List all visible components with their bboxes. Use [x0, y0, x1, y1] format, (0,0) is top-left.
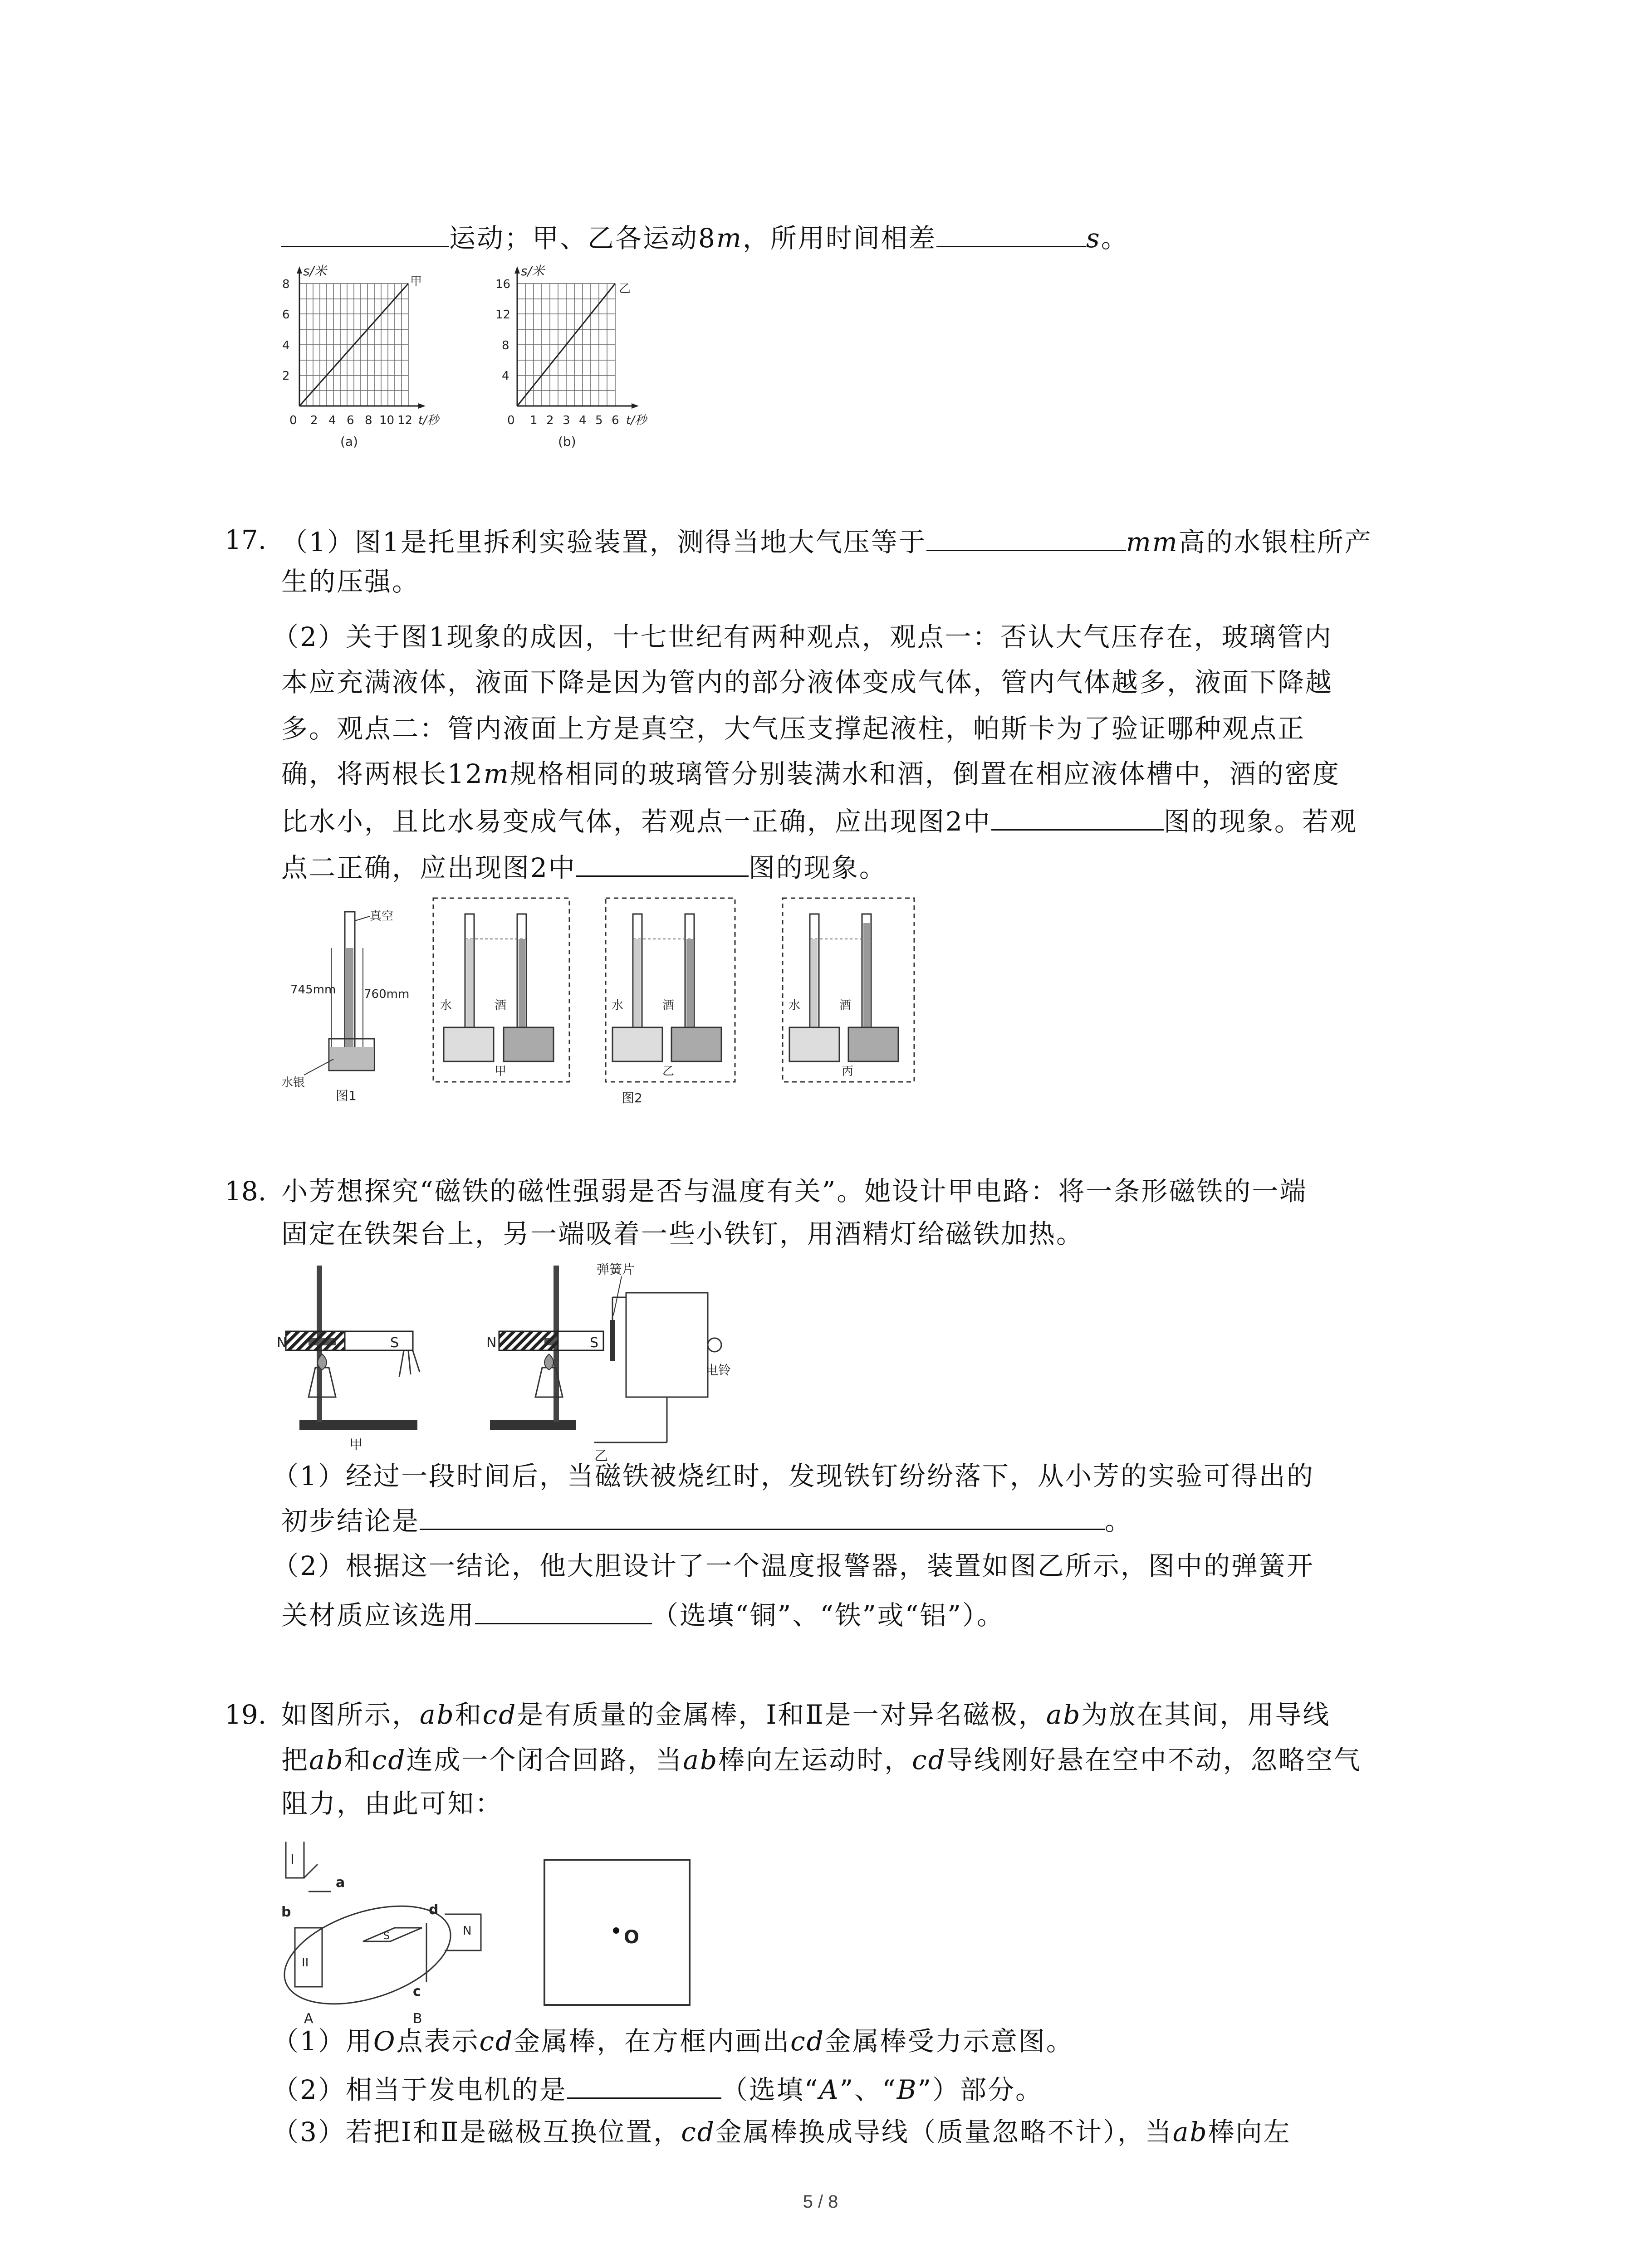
y-tick-8: 8 — [282, 278, 290, 291]
var-cd: cd — [479, 2026, 514, 2057]
text: 初步结论是 — [281, 1505, 420, 1536]
x-tick-4: 4 — [579, 414, 587, 427]
mercury-in-trough — [330, 1047, 373, 1070]
var-ab: ab — [683, 1745, 719, 1775]
panel-jia — [433, 898, 569, 1082]
text: （3）若把Ⅰ和Ⅱ是磁极互换位置， — [272, 2116, 681, 2147]
text: 关材质应该选用 — [281, 1600, 475, 1631]
q17-line-5: 多。观点二：管内液面上方是真空，大气压支撑起液柱，帕斯卡为了验证哪种观点正 — [281, 713, 1306, 744]
label-d: d — [429, 1902, 439, 1918]
text: 高的水银柱所产 — [1178, 527, 1372, 557]
answer-blank[interactable] — [991, 801, 1164, 831]
x-tick-0: 0 — [289, 414, 297, 427]
graph-b — [490, 265, 681, 469]
q19-part-1 — [272, 2023, 1074, 2059]
var-cd: cd — [681, 2116, 715, 2147]
circuit-diagram — [272, 1842, 481, 2027]
water-label: 水 — [440, 999, 452, 1012]
label-b: b — [281, 1904, 291, 1920]
text: 棒向左运动时， — [718, 1745, 912, 1775]
text: 如图所示， — [281, 1699, 420, 1730]
text: 和 — [455, 1699, 483, 1730]
text: （1）图1是托里拆利实验装置，测得当地大气压等于 — [281, 527, 926, 557]
figure-q19 — [277, 1837, 730, 2037]
text: 把 — [281, 1745, 309, 1775]
var-ab: ab — [1172, 2116, 1208, 2147]
text: 金属棒受力示意图。 — [824, 2026, 1074, 2057]
y-tick-6: 6 — [282, 308, 290, 322]
var-cd: cd — [790, 2026, 825, 2057]
var-ab: ab — [1046, 1699, 1082, 1730]
figure-2 — [431, 896, 921, 1105]
x-axis-label: t/秒 — [626, 414, 647, 427]
text: 点表示 — [396, 2026, 480, 2057]
q19-line-1 — [281, 1696, 1330, 1733]
q16-text-b: ，所用时间相差 — [742, 223, 936, 254]
q17-line-1 — [281, 522, 1372, 560]
q18-line-6 — [281, 1595, 1004, 1633]
x-tick-0: 0 — [507, 414, 515, 427]
fig1-caption: 图1 — [336, 1088, 357, 1103]
panel-label-yi: 乙 — [662, 1065, 675, 1078]
spring-strip — [610, 1320, 615, 1361]
unit-mm: mm — [1126, 527, 1179, 557]
label-B: B — [413, 2011, 422, 2027]
figure-q18 — [277, 1261, 731, 1464]
s-pole-label: S — [383, 1931, 390, 1942]
q17-line-4: 本应充满液体，液面下降是因为管内的部分液体变成气体，管内气体越多，液面下降越 — [281, 667, 1333, 698]
var-cd: cd — [912, 1745, 946, 1775]
text: 。 — [1105, 1505, 1133, 1536]
y-tick-16: 16 — [495, 278, 511, 291]
page-number: 5 / 8 — [803, 2192, 838, 2212]
y-tick-8: 8 — [502, 339, 509, 352]
text: 点二正确，应出现图2中 — [281, 852, 576, 883]
var-cd: cd — [372, 1745, 407, 1775]
water-label: 水 — [612, 999, 624, 1012]
bell-icon — [708, 1338, 721, 1352]
n-pole-label: N — [277, 1335, 287, 1351]
q18-line-4 — [281, 1501, 1132, 1539]
label-745mm: 745mm — [290, 983, 336, 997]
q19-part-3 — [272, 2114, 1291, 2150]
text: 比水小，且比水易变成气体，若观点一正确，应出现图2中 — [281, 806, 991, 837]
x-tick-4: 4 — [328, 414, 336, 427]
panel-bing — [783, 898, 914, 1082]
q18-line-3: （1）经过一段时间后，当磁铁被烧红时，发现铁钉纷纷落下，从小芳的实验可得出的 — [272, 1461, 1314, 1491]
panel-label-bing: 丙 — [842, 1065, 854, 1078]
text: （1）用 — [272, 2026, 373, 2057]
s-pole-label: S — [390, 1335, 399, 1351]
x-tick-10: 10 — [379, 414, 395, 427]
x-tick-8: 8 — [365, 414, 372, 427]
answer-blank[interactable] — [475, 1595, 652, 1624]
y-axis-arrow — [297, 266, 302, 274]
vacuum-leader — [355, 916, 370, 921]
q18-line-1: 小芳想探究“磁铁的磁性强弱是否与温度有关”。她设计甲电路：将一条形磁铁的一端 — [281, 1176, 1308, 1207]
q16-line — [281, 218, 1129, 256]
figure-1-torricelli — [277, 903, 426, 1102]
var-A: A — [819, 2074, 840, 2105]
answer-blank[interactable] — [420, 1501, 1105, 1530]
x-tick-6: 6 — [347, 414, 354, 427]
unit-m: m — [716, 223, 743, 254]
text: ”、“ — [839, 2074, 897, 2105]
q17-line-7 — [281, 801, 1357, 840]
wine-label: 酒 — [839, 999, 852, 1012]
water-label: 水 — [789, 999, 801, 1012]
text: 确，将两根长12 — [281, 758, 484, 789]
text: 图的现象。 — [748, 852, 887, 883]
answer-blank[interactable] — [926, 522, 1126, 551]
x-tick-5: 5 — [595, 414, 603, 427]
y-axis-label: s/米 — [303, 264, 327, 279]
series-label: 甲 — [410, 275, 422, 288]
setup-yi — [486, 1262, 731, 1464]
label-a: a — [336, 1875, 345, 1891]
x-tick-12: 12 — [397, 414, 413, 427]
panel-yi — [606, 898, 735, 1082]
var-ab: ab — [420, 1699, 455, 1730]
question-number: 17. — [225, 524, 267, 555]
answer-blank[interactable] — [281, 218, 449, 247]
q16-text-a: 运动；甲、乙各运动8 — [449, 223, 716, 254]
graph-caption: (a) — [340, 434, 358, 449]
text: 和 — [344, 1745, 372, 1775]
q19-part-2 — [272, 2069, 1043, 2108]
point-o-dot — [613, 1927, 619, 1934]
spring-label: 弹簧片 — [597, 1262, 635, 1277]
graph-caption: (b) — [558, 434, 576, 449]
n-pole-label: N — [463, 1924, 472, 1938]
x-axis-arrow — [632, 403, 639, 409]
series-label: 乙 — [619, 282, 631, 296]
var-cd: cd — [482, 1699, 517, 1730]
panel-label-jia: 甲 — [495, 1065, 507, 1078]
text: （选填“铜”、“铁”或“铝”）。 — [652, 1600, 1004, 1631]
q17-line-6 — [281, 756, 1340, 792]
q17-line-3: （2）关于图1现象的成因，十七世纪有两种观点，观点一：否认大气压存在，玻璃管内 — [272, 621, 1332, 652]
x-tick-3: 3 — [563, 414, 570, 427]
answer-blank[interactable] — [576, 847, 749, 877]
answer-blank[interactable] — [936, 218, 1086, 247]
n-pole-label: N — [486, 1335, 497, 1351]
unit-s: s — [1086, 223, 1101, 254]
var-o: O — [373, 2026, 397, 2057]
text: （2）相当于发电机的是 — [272, 2074, 567, 2105]
text: 是有质量的金属棒，Ⅰ和Ⅱ是一对异名磁极， — [517, 1699, 1046, 1730]
text: 图的现象。若观 — [1163, 806, 1357, 837]
question-number: 18. — [225, 1176, 267, 1207]
text: ”）部分。 — [917, 2074, 1043, 2105]
pole-i-label: I — [290, 1852, 294, 1868]
x-axis-label: t/秒 — [418, 414, 439, 427]
text: 规格相同的玻璃管分别装满水和酒，倒置在相应液体槽中，酒的密度 — [509, 758, 1340, 789]
label-760mm: 760mm — [364, 987, 410, 1001]
q17-line-2: 生的压强。 — [281, 566, 420, 597]
var-B: B — [896, 2074, 918, 2105]
text: 为放在其间，用导线 — [1081, 1699, 1331, 1730]
wine-label: 酒 — [662, 999, 675, 1012]
q19-line-3: 阻力，由此可知： — [281, 1788, 503, 1819]
text: 棒向左 — [1208, 2116, 1291, 2147]
text: 导线刚好悬在空中不动，忽略空气 — [946, 1745, 1362, 1775]
q18-line-2: 固定在铁架台上，另一端吸着一些小铁钉，用酒精灯给磁铁加热。 — [281, 1218, 1084, 1249]
mercury-column — [346, 948, 353, 1061]
q18-line-5: （2）根据这一结论，他大胆设计了一个温度报警器，装置如图乙所示，图中的弹簧开 — [272, 1550, 1314, 1581]
s-pole-label: S — [590, 1335, 599, 1351]
x-axis-arrow — [418, 403, 426, 409]
label-jia: 甲 — [349, 1437, 363, 1453]
y-tick-4: 4 — [502, 369, 509, 383]
x-tick-1: 1 — [530, 414, 538, 427]
x-tick-2: 2 — [546, 414, 554, 427]
setup-jia — [277, 1266, 420, 1453]
label-yi: 乙 — [594, 1448, 608, 1464]
y-axis-label: s/米 — [521, 264, 545, 279]
vacuum-label: 真空 — [370, 909, 394, 923]
point-o-label: O — [624, 1927, 640, 1948]
mercury-label: 水银 — [281, 1076, 305, 1090]
text: 连成一个闭合回路，当 — [406, 1745, 683, 1775]
y-tick-4: 4 — [282, 339, 290, 352]
answer-blank[interactable] — [567, 2069, 721, 2099]
q19-line-2 — [281, 1742, 1362, 1778]
pole-ii-label: II — [302, 1956, 309, 1970]
q17-line-8 — [281, 847, 887, 886]
var-ab: ab — [309, 1745, 344, 1775]
y-axis-arrow — [514, 266, 520, 274]
text: 金属棒换成导线（质量忽略不计），当 — [715, 2116, 1173, 2147]
q16-end: 。 — [1101, 223, 1129, 254]
label-A: A — [304, 2011, 314, 2027]
x-tick-6: 6 — [612, 414, 619, 427]
question-number: 19. — [225, 1699, 267, 1730]
text: 金属棒，在方框内画出 — [514, 2026, 791, 2057]
bell-box — [626, 1293, 708, 1397]
y-tick-12: 12 — [495, 308, 511, 322]
unit-m: m — [483, 758, 510, 789]
graph-a — [272, 265, 463, 469]
x-tick-2: 2 — [310, 414, 318, 427]
y-tick-2: 2 — [282, 369, 290, 383]
label-c: c — [413, 1984, 421, 1999]
wine-label: 酒 — [495, 999, 507, 1012]
bell-label: 电铃 — [705, 1363, 731, 1378]
text: （选填“ — [721, 2074, 819, 2105]
fig2-caption: 图2 — [622, 1090, 642, 1105]
